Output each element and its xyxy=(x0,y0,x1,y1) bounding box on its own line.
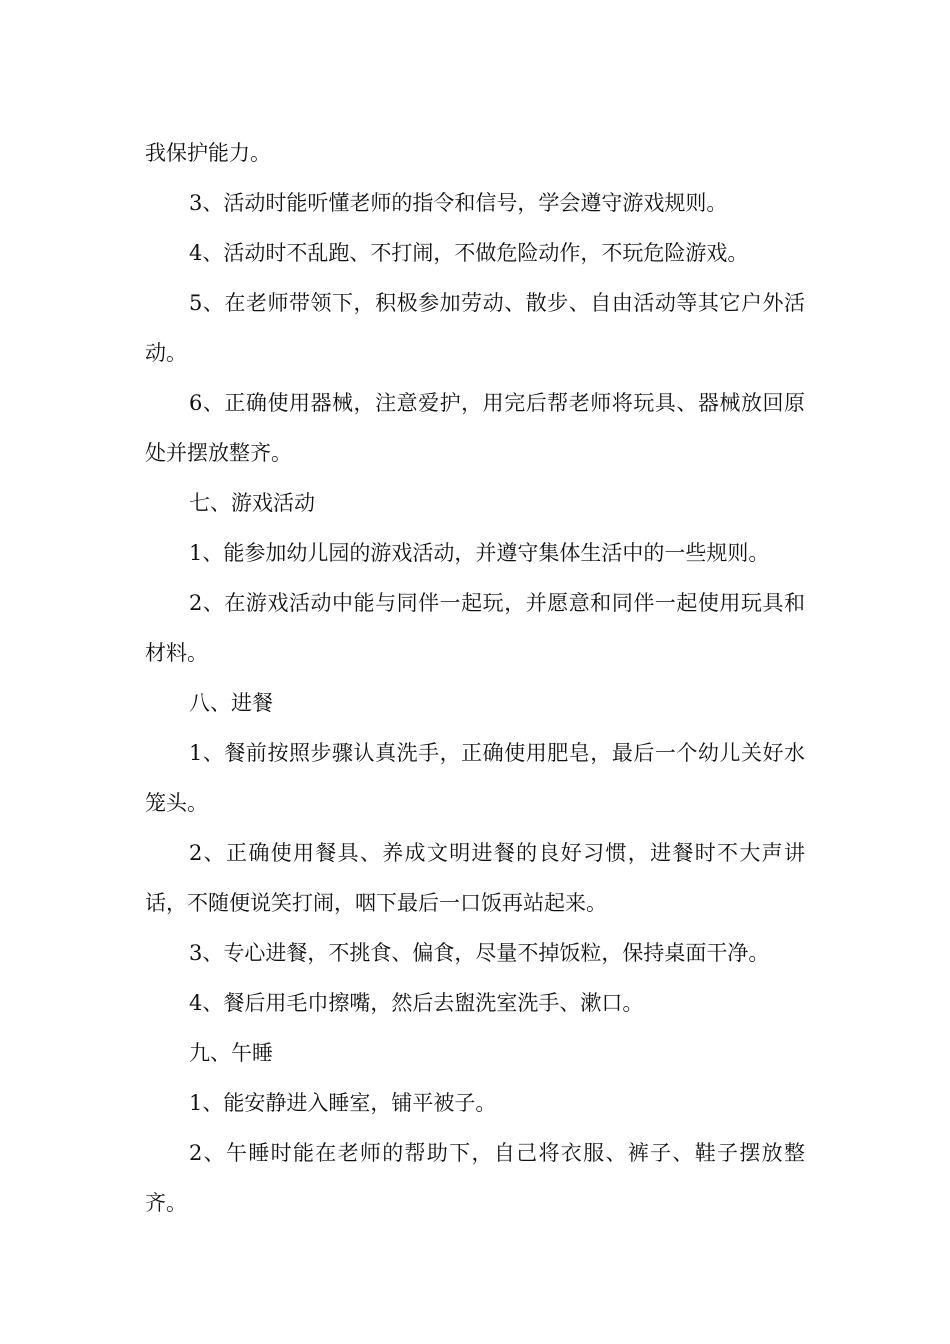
paragraph-11: 2、正确使用餐具、养成文明进餐的良好习惯，进餐时不大声讲话，不随便说笑打闹，咽下最后一口饭再站起来。 xyxy=(145,841,805,915)
paragraph-12: 3、专心进餐，不挑食、偏食，尽量不掉饭粒，保持桌面干净。 xyxy=(189,941,770,965)
paragraph-15: 1、能安静进入睡室，铺平被子。 xyxy=(189,1091,497,1115)
section-heading-games: 七、游戏活动 xyxy=(189,491,315,515)
paragraph-1: 我保护能力。 xyxy=(145,141,271,165)
paragraph-5: 6、正确使用器械，注意爱护，用完后帮老师将玩具、器械放回原处并摆放整齐。 xyxy=(145,391,805,465)
paragraph-16: 2、午睡时能在老师的帮助下，自己将衣服、裤子、鞋子摆放整齐。 xyxy=(145,1141,805,1215)
paragraph-8: 2、在游戏活动中能与同伴一起玩，并愿意和同伴一起使用玩具和材料。 xyxy=(145,591,805,665)
paragraph-3: 4、活动时不乱跑、不打闹，不做危险动作，不玩危险游戏。 xyxy=(189,241,749,265)
paragraph-7: 1、能参加幼儿园的游戏活动，并遵守集体生活中的一些规则。 xyxy=(189,541,770,565)
document-body xyxy=(145,128,805,1228)
paragraph-2: 3、活动时能听懂老师的指令和信号，学会遵守游戏规则。 xyxy=(189,191,728,215)
section-heading-meals: 八、进餐 xyxy=(189,691,273,715)
paragraph-10: 1、餐前按照步骤认真洗手，正确使用肥皂，最后一个幼儿关好水笼头。 xyxy=(145,741,805,815)
section-heading-nap: 九、午睡 xyxy=(189,1041,273,1065)
paragraph-13: 4、餐后用毛巾擦嘴，然后去盥洗室洗手、漱口。 xyxy=(189,991,644,1015)
paragraph-4: 5、在老师带领下，积极参加劳动、散步、自由活动等其它户外活动。 xyxy=(145,291,805,365)
